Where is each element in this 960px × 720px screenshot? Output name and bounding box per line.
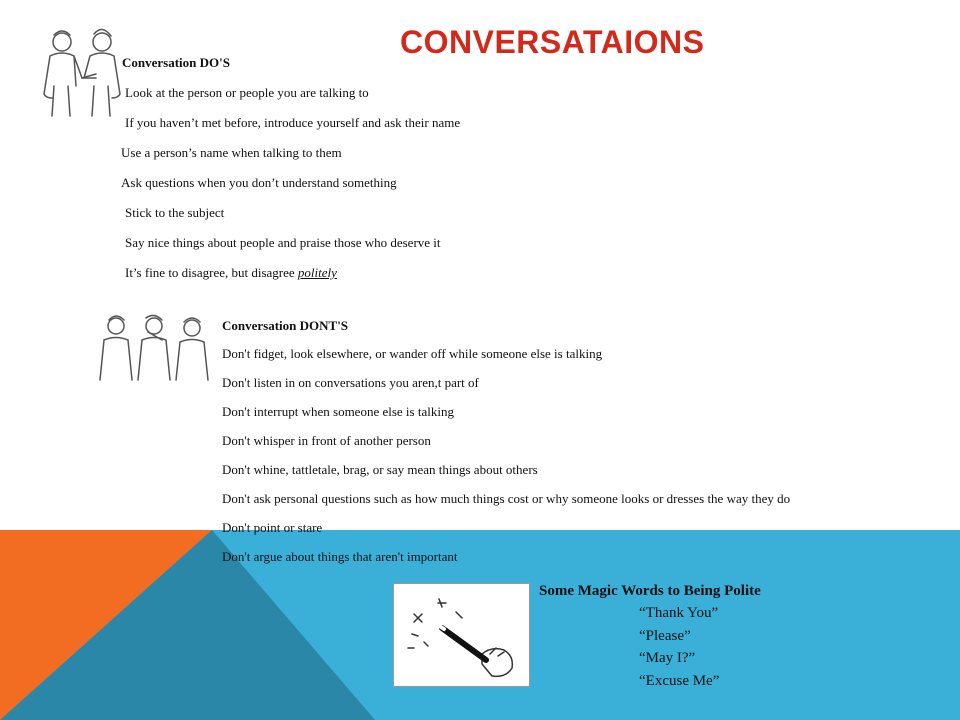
donts-item: Don't argue about things that aren't important (222, 549, 458, 564)
magic-word: “Excuse Me” (639, 673, 720, 689)
donts-item: Don't point or stare (222, 520, 323, 535)
donts-heading: Conversation DONT'S (222, 318, 349, 333)
magic-word: “May I?” (639, 650, 696, 666)
magic-word: “Please” (639, 628, 691, 644)
magic-word: “Thank You” (639, 605, 719, 621)
donts-illustration (96, 310, 214, 390)
donts-item: Don't interrupt when someone else is talking (222, 404, 454, 419)
donts-item: Don't ask personal questions such as how much things cost or why someone looks or dresses the way they do (222, 491, 791, 506)
dos-item-last (125, 265, 337, 281)
dos-item: Look at the person or people you are talking to (125, 85, 369, 100)
wand-stick (442, 628, 486, 660)
dos-heading: Conversation DO'S (122, 55, 230, 70)
donts-item: Don't whisper in front of another person (222, 433, 431, 448)
dos-illustration (34, 22, 130, 120)
magic-wand-icon (394, 584, 529, 686)
dos-item-last-text: It’s fine to disagree, but disagree (125, 265, 298, 280)
dos-item: Use a person’s name when talking to them (121, 145, 342, 160)
three-people-whispering-icon (96, 310, 214, 390)
dos-item: Stick to the subject (125, 205, 225, 220)
donts-item: Don't whine, tattletale, brag, or say mean things about others (222, 462, 538, 477)
donts-item: Don't listen in on conversations you aren,t part of (222, 375, 479, 390)
page-title: CONVERSATAIONS (400, 24, 705, 60)
magic-illustration (393, 583, 530, 687)
two-people-shaking-hands-icon (34, 22, 130, 120)
dos-item: Say nice things about people and praise those who deserve it (125, 235, 441, 250)
donts-item: Don't fidget, look elsewhere, or wander off while someone else is talking (222, 346, 603, 361)
dos-item: Ask questions when you don’t understand something (121, 175, 397, 190)
magic-heading: Some Magic Words to Being Polite (539, 583, 761, 599)
politely-emphasis: politely (297, 265, 337, 280)
dos-item: If you haven’t met before, introduce yourself and ask their name (125, 115, 461, 130)
